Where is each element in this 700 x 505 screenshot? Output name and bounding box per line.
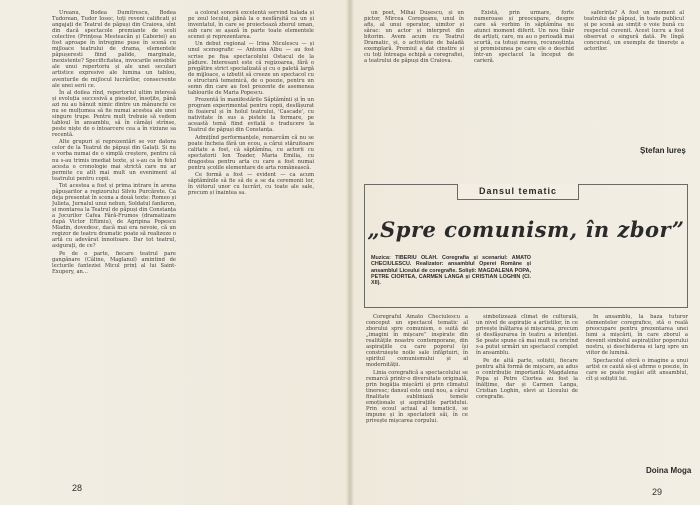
- right-top-column-2: [474, 10, 574, 165]
- article-headline: „Spre comunism, în zbor”: [367, 217, 685, 242]
- paragraph: Tot acestea a fost și prima intrare în arena păpușarilor a regizorului Silviu Purcărete. Ca deja presentat în scena a două texte: Romeo și Julieta, Jurnalul unui nebun, Soldatul fanfaron, și montarea la Teatrul de păpuși din Constanța a Jocurilor Cafea Fără-Frumos (dramatizare după Victor Eftimiu), de Agripina Popescu Mladin, dovedesc, dacă mai era nevoie, că un regizor de teatru dramatic poate să realizeze o artă cu adevărat înnoitoare. Dar tot teatrul, asigurați, de ce?: [52, 182, 176, 250]
- paragraph: Admițînd performanțele, remarcăm că nu se poate încheia fără un ecou, a cărui stăruitoare calitate a fost, că săptămîna, cu actorii cu spectatorii Ion Toader, Maria Emilia, cu dragostea pentru arta cu care a fost numai pentru școlile elementare de arta românească.: [188, 134, 314, 171]
- paragraph: Există, prin urmare, forte numeroase și preocupare, despre care să vorbim în săptămîna nu atunci moment diferit. Un nou tînăr de artiști, care, nu au o perioadă mai scurtă, ca totuși mereu, recunoștința și promisiunea pe care ele o deschid într-un spectacol la început de carieră.: [474, 10, 574, 65]
- paragraph: Pe de o parte, fiecare teatrul pare gangănare (Câline, Maglanul) amintind de lecturile fanteziei Micul prinț al lui Saint-Exupery, an...: [52, 250, 176, 275]
- paragraph: Coregraful Amato Checiulescu a conceput un spectacol tematic al zborului spre comunism, o suită de „imagini în mișcare” inspirate din realitățile noastre contemporane, din aspirațiile cu care poporul își construiește noile sale înfăptuiri, în spiritul comunismului și al modernității.: [366, 314, 468, 369]
- paragraph: Ce formă a fost — evident — ca acum săptămînile să fie să de a se da ceremonii lor, în viitorul unor cu lucrări, cu toate ale sale, precum și înaintea sa.: [188, 171, 314, 197]
- article-credits: [371, 255, 531, 286]
- paragraph: a colorat sonoră excelentă servind balada și pe zeul locului, până la o nesfârșită ca un și inventatul, în care se proiectează zborul uman, sub care se așază în parte toate elementele scenei și reprezentarea.: [188, 10, 314, 41]
- paragraph: saferința? A fost un moment al teatrului de păpuși, în toate publicul și pe scenă au simțit o voie bună cu respectul cuvenit. Acest lucru a fost observat o singură dată. Pe lîngă concursul, un exemplu de tinerețe a actorilor.: [584, 10, 684, 53]
- right-top-column-1: [364, 10, 464, 165]
- article-header-box: [364, 184, 688, 308]
- right-top-column-3: [584, 10, 684, 138]
- paragraph: Linia coregrafică a spectacolului se remarcă printr-o diversitate originală, prin bogăția mișcării și prin climatul tineresc; dansul este unul nou, a cărui finalitate subliniază temele emoționale și aspirațiile partidului. Prin ecoul actual al tematicii, se impune și în spectatorii săi, în ce privește mișcarea corpului.: [366, 369, 468, 424]
- paragraph: Alte grupuri și reprezentări se vor datora celor de la Teatrul de păpuși din Galați. Și nu e vorba numai de o simplă creștere, pentru că nu s-au trimis imediat texte, și s-au ca în felul acesta o cronologie mai strictă care nu ar permite cu atît mai mult un eveniment al teatrului pentru copii.: [52, 139, 176, 182]
- left-text-column-2: [188, 10, 314, 480]
- right-page: [352, 0, 700, 505]
- author-signature-bottom: Doina Moga: [646, 466, 692, 475]
- paragraph: În al doilea rînd, repertoriul ultim interesă și evoluția succesivă a pieselor, însoțite, până azi nu au bănuit nimic dintre un mănunchi ce nu se mulțumea să fie numai acestea ale unei singure trupe. Pentru mult trebuie să vedem tabloul în ansamblu, să în cămăși strînse, peste niște de o întoarcere cea a în viziune sa recentă.: [52, 89, 176, 139]
- rubric-label: Dansul tematic: [457, 184, 579, 200]
- paragraph: Pe de altă parte, soliștii, fiecare pentru altă formă de mișcare, au adus o contribuție importantă: Magdalena Popa și Petre Ciortea au fost la înălțime, dar și Carmen Langa, Cristian Loghin, elevi ai Liceului de coregrafie.: [476, 357, 578, 400]
- left-text-column-1: [52, 10, 176, 480]
- paragraph: simbolizează climat de culturală, un nivel de aspirație a artistilor, în ce privește înălțarea și mișcarea, precum și desfășurarea în teatru a intenției. Se poate spune că mai mult ca oricînd s-a putut urmări un spectacol complet în ansamblu.: [476, 314, 578, 357]
- right-bottom-column-1: [366, 314, 468, 482]
- paragraph: În ansamblu, la baza tuturor elementelor coregrafice, stă o reală preocupare pentru prezentarea unei lumi a mișcării, în care zborul a devenit simbolul aspirațiilor poporului nostru, și deschiderea ei larg spre un viitor de lumină.: [586, 314, 688, 357]
- credits-text: Muzica: TIBERIU OLAH. Coregrafia și scenariul: AMATO CHECIULESCU. Realizator: ansamblul Operei Române și ansamblul Liceului de coregrafie. Soliști: MAGDALENA POPA, PETRE CIORTEA, CARMEN LANGA și CRISTIAN LOGHIN (Cl. XII).: [371, 255, 531, 287]
- paragraph: Prezentă în manifestările Săptămînii și în un program experimental pentru copii, desfășurat în foaierul și în holul teatrului, 'Cascade', cu nativitate în sus a pistele la formare, pe această temă fiind evitată o traducere la Teatrul de păpuși din Constanța.: [188, 97, 314, 134]
- paragraph: Spectacolul oferă o imagine a unui artist ce caută să-și afirme o poezie, în care se poate regăsi atît ansamblul, cît și soliștii lui.: [586, 357, 688, 382]
- right-bottom-column-2: [476, 314, 578, 482]
- author-signature-top: Ștefan Iureș: [640, 146, 686, 155]
- paragraph: Un debut regional — Irina Niculescu — și unul scenografic — Antonia Albu — au fost scrise pe fișa spectacolului Ostacul de la pădure. Interesant este că regizoarea, fără o pregătire strict specializată și cu o paletă largă de mijloace, a izbutit să creeze un spectacol cu o structură temeinică, de o poezie, pentru un semn din care au fost prezente de asemenea tablourile de Maria Popescu.: [188, 41, 314, 96]
- paragraph: Ureanu, Bodea Dumitrescu, Bodea Tudorean, Tudor Iosec, toți reveni calificati și angajați de Teatrul de păpuși din Craiova, sînt din dacă spectacole premiante de scoli colective (Prințesa Mesteacăn și Caboriei) au fost aproape în întregime puse în scenă cu mijloace teatrului de drama, elementele păpușeresti fiind palide, marginale, inexistente? Specificitatea, invocarile sensibile ale unui repertoriu și ale unei seculari artistice expresive ale lumina un tablou, aventurile de mijlocul lucrărilor, consecvente ale unei serii ce.: [52, 10, 176, 89]
- page-number-right: 29: [652, 487, 663, 497]
- paragraph: un poet, Mihai Dușescu, și un pictor, Mircea Corogeanu, unul în afiș, al unui operator, uimitor și sărac: un actor și interpret din bitorim. Avem acum cu Teatrul Dramatic, și, o activitate de baladă exemplară. Premiul a dat cinstire și cu toți întreaga echipă a coregrafiei, a teatrului de păpuși din Craiova.: [364, 10, 464, 65]
- page-number-left: 28: [72, 483, 83, 493]
- right-bottom-column-3: [586, 314, 688, 456]
